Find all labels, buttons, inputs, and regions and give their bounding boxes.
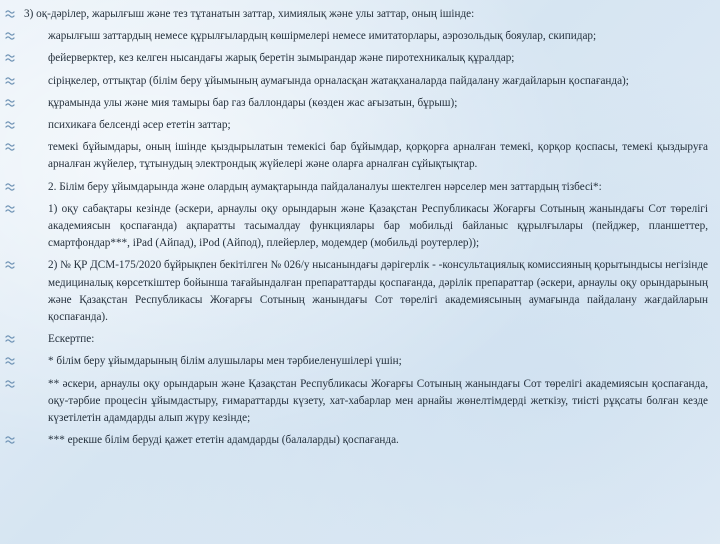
list-item-text: сіріңкелер, оттықтар (білім беру ұйымының аумағында орналасқан жатақханаларда пайдалану жағдайларын қоспағанда); [48, 74, 629, 87]
list-item-text: 2. Білім беру ұйымдарында және олардың аумақтарында пайдаланалуы шектелген нәрселер мен заттардың тізбесі*: [48, 180, 602, 193]
double-wave-bullet-icon [5, 182, 15, 193]
double-wave-bullet-icon [5, 31, 15, 42]
double-wave-bullet-icon [5, 356, 15, 367]
list-item [0, 50, 708, 67]
double-wave-bullet-icon [5, 204, 15, 215]
list-item-text: құрамында улы және мия тамыры бар газ баллондары (көзден жас ағызатын, бұрыш); [48, 96, 458, 109]
list-item-text: * білім беру ұйымдарының білім алушылары мен тәрбиеленушілері үшін; [48, 355, 402, 368]
list-item [0, 257, 708, 326]
list-item-text: жарылғыш заттардың немесе құрылғылардың көшірмелері немесе имитаторлары, аэрозольдық бояулар, скипидар; [48, 30, 597, 43]
list-item-text: фейерверктер, кез келген нысандағы жарық беретін зымырандар және пиротехникалық құралдар; [48, 52, 515, 65]
list-item-text: психикаға белсенді әсер ететін заттар; [48, 119, 231, 132]
list-item-text: *** ерекше білім беруді қажет ететін адамдарды (балаларды) қоспағанда. [48, 434, 399, 447]
double-wave-bullet-icon [5, 9, 15, 20]
list-item [0, 95, 708, 112]
list-item [0, 28, 708, 45]
list-item [0, 201, 708, 253]
list-item [0, 117, 708, 134]
list-item-text: 3) оқ-дәрілер, жарылғыш және тез тұтанатын заттар, химиялық және улы заттар, оның ішінде: [24, 8, 475, 20]
double-wave-bullet-icon [5, 76, 15, 87]
list-item [0, 353, 708, 370]
double-wave-bullet-icon [5, 334, 15, 345]
list-item [0, 179, 708, 196]
list-item [0, 6, 708, 23]
double-wave-bullet-icon [5, 142, 15, 153]
double-wave-bullet-icon [5, 98, 15, 109]
list-item [0, 73, 708, 90]
list-item-text: Ескертпе: [48, 333, 95, 346]
double-wave-bullet-icon [5, 120, 15, 131]
list-item [0, 331, 708, 348]
list-item-text: 2) № ҚР ДСМ-175/2020 бұйрықпен бекітілген № 026/у нысанындағы дәрігерлік - -консультациялық комиссияның қорытындысы негізінде медициналық көрсеткіштер бойынша тағайындалған препараттарды қоспағанда, дәрілік препараттар (әскери, арнаулы оқу орындарының және Қазақстан Республикасы Жоғарғы Сотының жанындағы Сот төрелігі академиясының аумағында пайдалану жағдайларын қоспағанда). [48, 259, 708, 324]
bullet-list [0, 6, 708, 449]
list-item-text: 1) оқу сабақтары кезінде (әскери, арнаулы оқу орындарын және Қазақстан Республикасы Жоғарғы Сотының жанындағы Сот төрелігі академиясын қоспағанда) ақпаратты тасымалдау функциялары бар мобильді байланыс құрылғылары (пейджер, планшеттер, смартфондар***, iPad (Айпад), iPod (Айпод), плейерлер, модемдер (мобильді роутерлер)); [48, 202, 708, 250]
list-item-text: темекі бұйымдары, оның ішінде қыздырылатын темекісі бар бұйымдар, қорқорға арналған темекі, қорқор қоспасы, темекі қыздыруға арналған жүйелер, тұтынудың электрондық жүйелері және оларға арналған сұйықтықтар. [48, 141, 708, 171]
double-wave-bullet-icon [5, 435, 15, 446]
list-item-text: ** әскери, арнаулы оқу орындарын және Қазақстан Республикасы Жоғарғы Сотының жанындағы Сот төрелігі академиясын қоспағанда, оқу-тәрбие процесін ұйымдастыру, ғимараттарды күзету, хат-хабарлар мен арнайы жөнелтімдерді жеткізу, тиісті рұқсаты болған кезде күзетілетін адамдарды алып жүру кезінде; [48, 377, 708, 425]
double-wave-bullet-icon [5, 260, 15, 271]
list-item [0, 139, 708, 173]
list-item [0, 376, 708, 428]
double-wave-bullet-icon [5, 53, 15, 64]
double-wave-bullet-icon [5, 379, 15, 390]
list-item [0, 432, 708, 449]
